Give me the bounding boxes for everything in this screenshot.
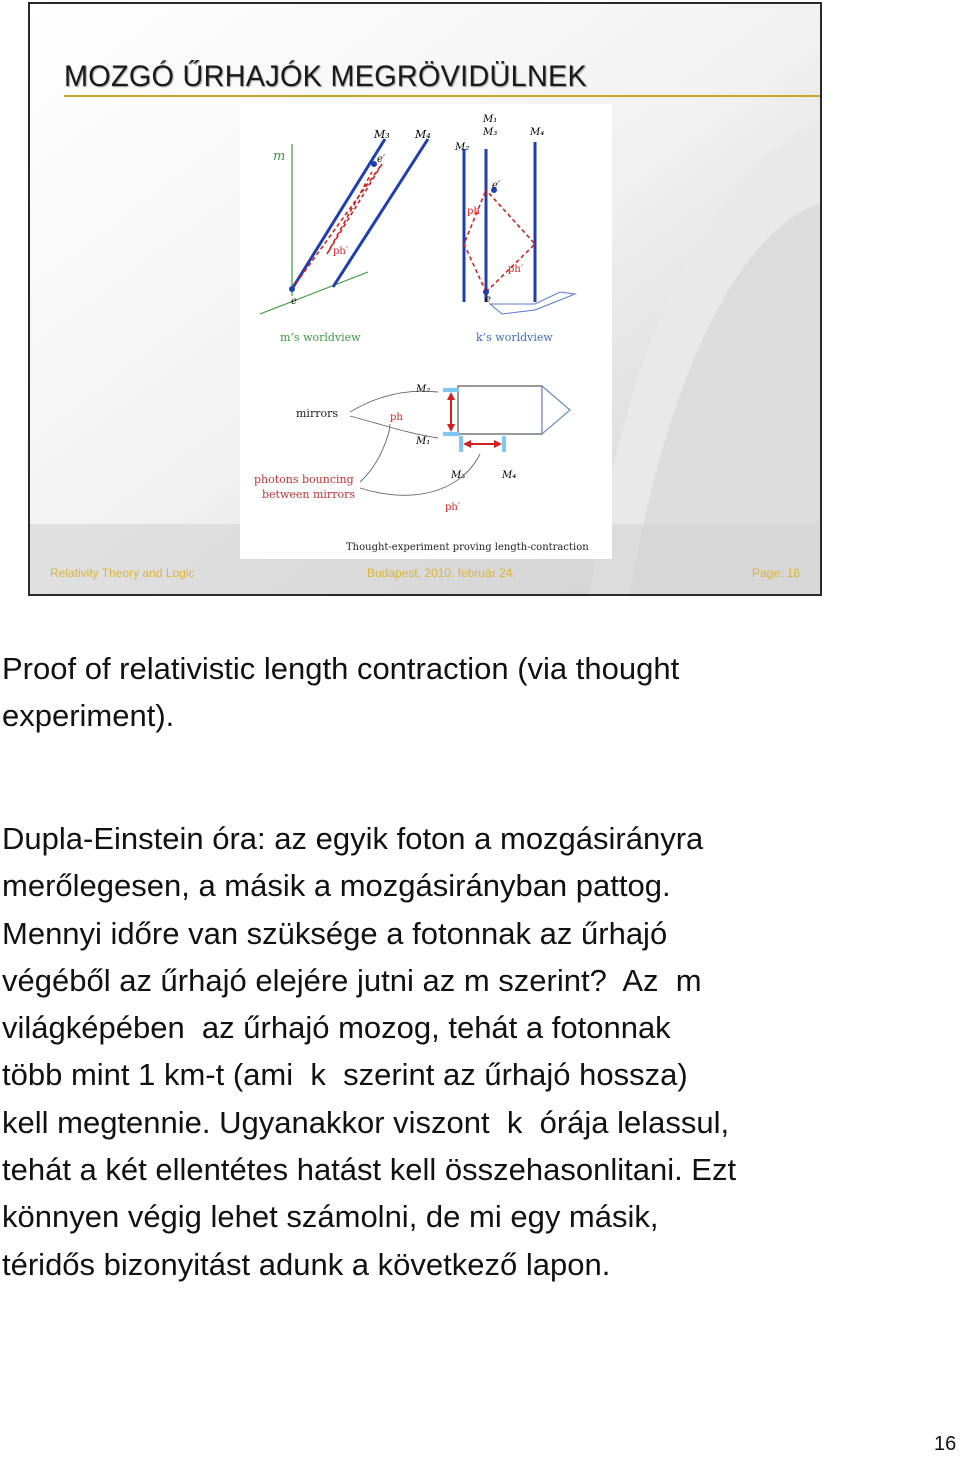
footer-left: Relativity Theory and Logic (50, 566, 195, 580)
k-view-m1-label: M₁ (483, 114, 498, 125)
body-line: több mint 1 km-t (ami k szerint az űrhajó hossza) (2, 1057, 688, 1093)
m-view-m4-label: M₄ (415, 128, 431, 141)
ship-ph-label: ph (390, 412, 403, 423)
body-line: tehát a két ellentétes hatást kell összehasonlitani. Ezt (2, 1152, 737, 1188)
k-view-m2-label: M₂ (455, 142, 470, 153)
k-view-ph-prime-label: ph′ (508, 264, 524, 275)
body-line: végéből az űrhajó elejére jutni az m szerint? Az m (2, 962, 702, 998)
k-view-ph-label: ph (467, 206, 480, 217)
ship-ph-prime-label: ph′ (445, 502, 461, 513)
m-view-e-label: e (291, 296, 297, 307)
title-rule (64, 95, 822, 97)
caption-line: Proof of relativistic length contraction (via thought (2, 651, 680, 686)
footer-center: Budapest, 2010. február 24. (367, 566, 516, 580)
body-line: téridős bizonyitást adunk a következő lapon. (2, 1246, 611, 1282)
k-worldview-caption: k’s worldview (476, 331, 553, 344)
k-view-e-label: e (485, 294, 491, 305)
spaceship-diagram (254, 384, 589, 553)
k-worldview-diagram (454, 114, 575, 344)
english-caption (2, 645, 902, 739)
photons-bouncing-line2: between mirrors (262, 488, 355, 501)
caption-line: experiment). (2, 698, 175, 733)
figure-caption: Thought-experiment proving length-contraction (346, 542, 589, 553)
m-worldview-caption: m’s worldview (280, 331, 361, 344)
m-axis-label: m (273, 149, 286, 164)
body-line: Mennyi időre van szüksége a fotonnak az űrhajó (2, 915, 668, 951)
mirrors-label: mirrors (296, 407, 338, 420)
ship-m3-label: M₃ (451, 470, 466, 481)
body-line: világképében az űrhajó mozog, tehát a fotonnak (2, 1010, 671, 1046)
slide (28, 2, 822, 596)
k-view-m4-label: M₄ (530, 127, 545, 138)
body-line: könnyen végig lehet számolni, de mi egy másik, (2, 1199, 659, 1235)
slide-title: MOZGÓ ŰRHAJÓK MEGRÖVIDÜLNEK (64, 60, 588, 93)
page-number: 16 (934, 1433, 957, 1455)
k-view-e-prime-label: e′ (492, 180, 501, 191)
body-line: merőlegesen, a másik a mozgásirányban pattog. (2, 868, 671, 904)
body-line: Dupla-Einstein óra: az egyik foton a mozgásirányra (2, 821, 704, 856)
photons-bouncing-line1: photons bouncing (254, 473, 354, 486)
m-worldview-diagram (260, 128, 431, 344)
k-view-m3-label: M₃ (483, 127, 498, 138)
thought-experiment-figure (240, 104, 612, 559)
ship-m1-label: M₁ (416, 436, 431, 447)
ship-m4-label: M₄ (502, 470, 517, 481)
body-line: kell megtennie. Ugyanakkor viszont k órája lelassul, (2, 1104, 730, 1140)
m-view-m3-label: M₃ (374, 128, 390, 141)
ship-m2-label: M₂ (416, 384, 431, 395)
hungarian-explanation (2, 815, 902, 1288)
m-view-e-prime-label: e′ (377, 154, 386, 165)
footer-page: Page: 16 (752, 566, 801, 580)
m-view-ph-prime-label: ph′ (333, 246, 349, 257)
